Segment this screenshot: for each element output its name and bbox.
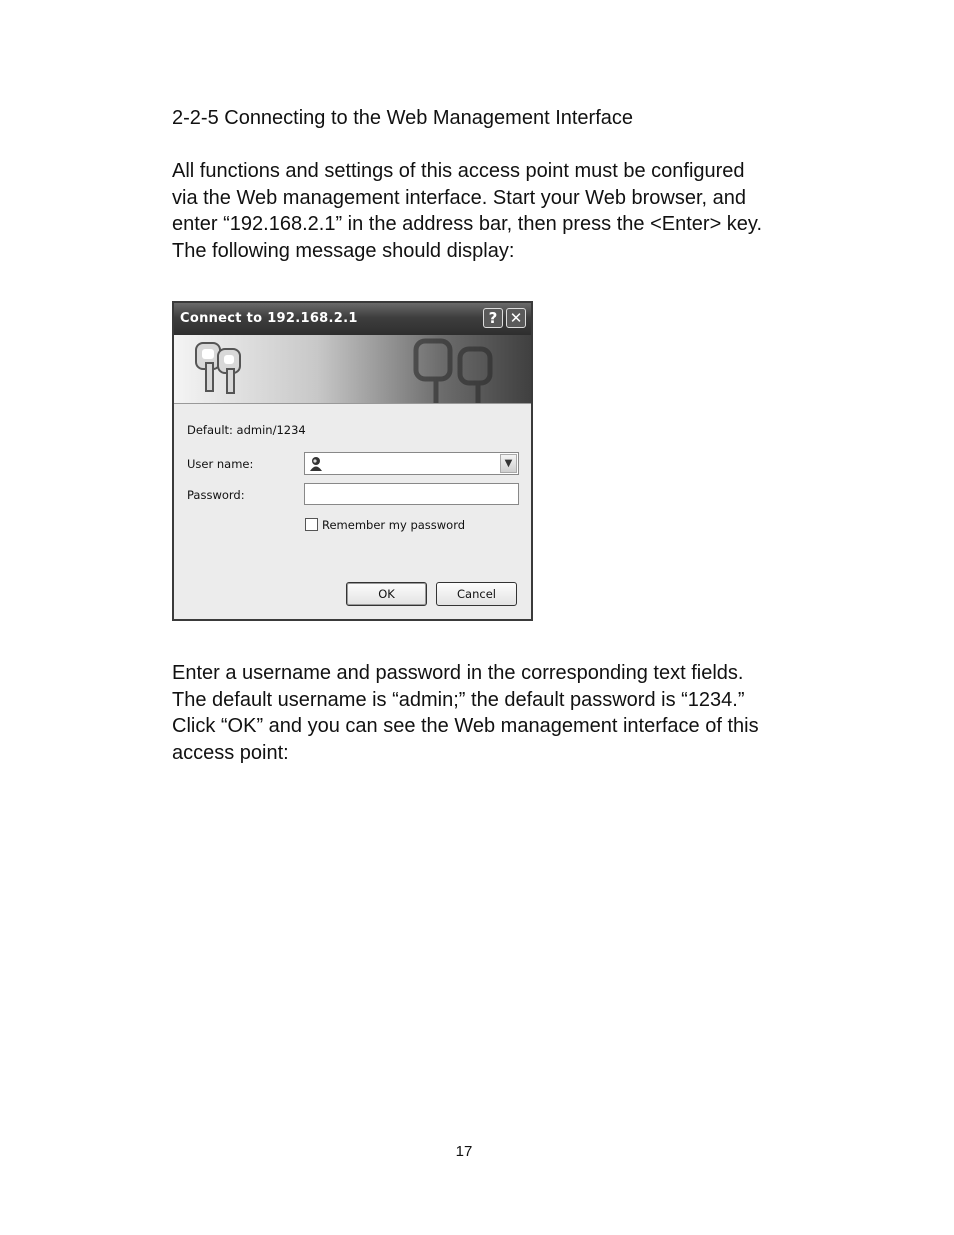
remember-password-label[interactable]: Remember my password — [322, 518, 466, 532]
password-label: Password: — [187, 488, 245, 502]
keys-icon — [174, 335, 531, 403]
chevron-down-icon[interactable]: ▼ — [500, 454, 517, 473]
instructions-line: access point: — [172, 741, 289, 764]
intro-line: All functions and settings of this access point must be configured — [172, 160, 745, 182]
login-dialog-screenshot — [172, 301, 533, 621]
cancel-button[interactable]: Cancel — [436, 582, 517, 606]
user-icon — [309, 456, 323, 471]
dialog-title: Connect to 192.168.2.1 — [180, 311, 358, 326]
default-credentials-text: Default: admin/1234 — [187, 423, 306, 437]
instructions-line: The default username is “admin;” the default password is “1234.” — [172, 688, 745, 711]
dialog-titlebar — [174, 303, 531, 335]
dialog-banner — [174, 335, 531, 404]
page-number: 17 — [455, 1143, 473, 1160]
password-field[interactable] — [304, 483, 519, 505]
intro-paragraph — [172, 158, 762, 264]
intro-line: enter “192.168.2.1” in the address bar, then press the <Enter> key. — [172, 213, 762, 235]
section-heading: 2-2-5 Connecting to the Web Management Interface — [172, 107, 634, 129]
intro-line: The following message should display: — [172, 239, 515, 262]
username-combobox[interactable] — [304, 452, 519, 475]
close-button[interactable]: ✕ — [506, 308, 526, 328]
intro-line: via the Web management interface. Start your Web browser, and — [172, 186, 747, 209]
username-label: User name: — [187, 457, 254, 471]
instructions-line: Click “OK” and you can see the Web management interface of this — [172, 715, 759, 737]
help-button[interactable]: ? — [483, 308, 503, 328]
remember-password-checkbox[interactable] — [305, 518, 318, 531]
ok-button[interactable]: OK — [346, 582, 427, 606]
instructions-paragraph — [172, 660, 759, 766]
instructions-line: Enter a username and password in the corresponding text fields. — [172, 662, 744, 684]
dialog-body — [174, 404, 531, 619]
